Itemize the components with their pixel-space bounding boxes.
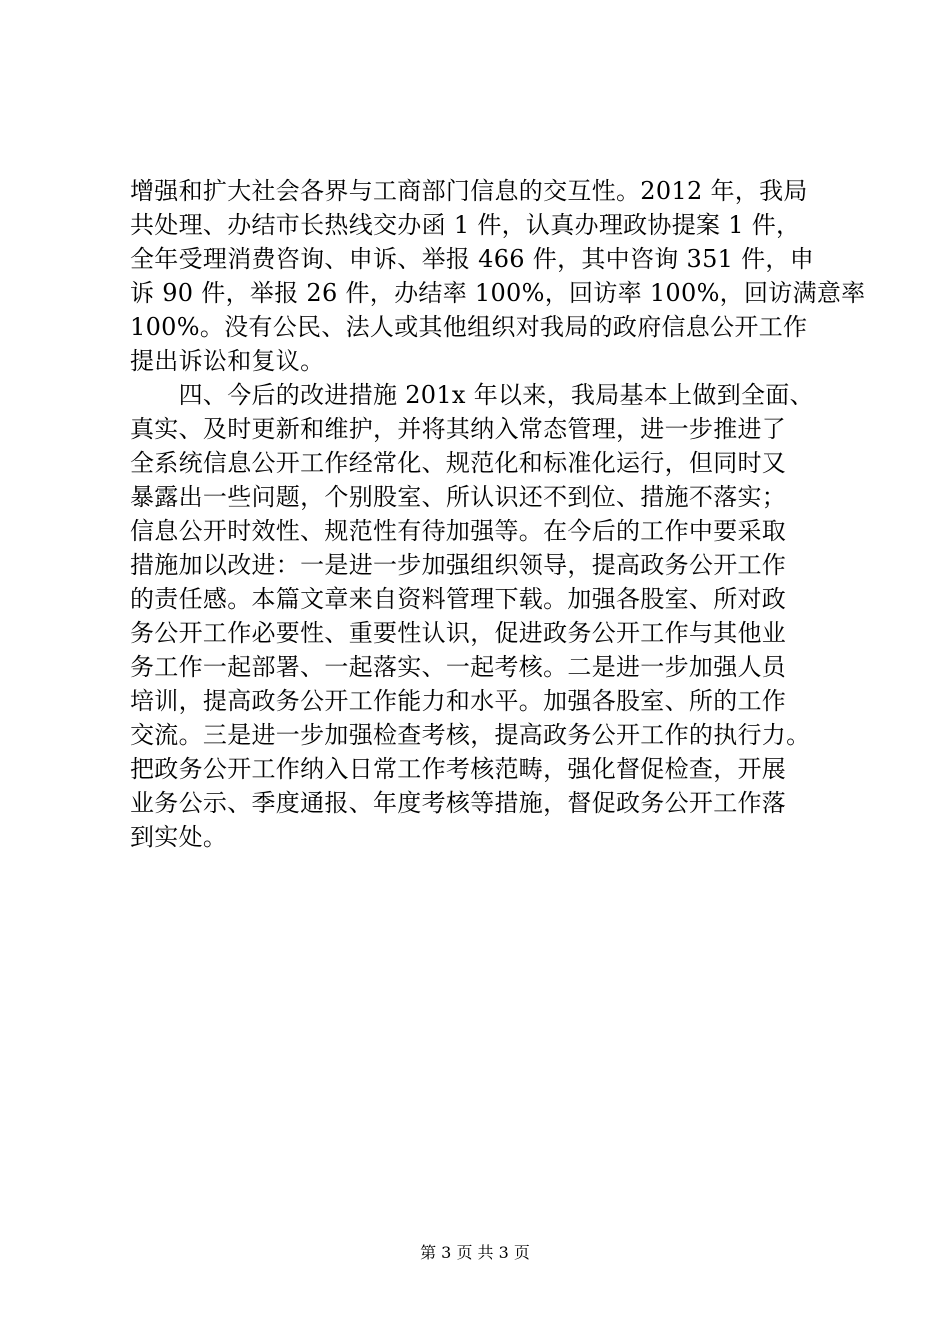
text-line: 诉 90 件，举报 26 件，办结率 100%，回访率 100%，回访满意率	[130, 279, 866, 307]
text-line: 培训，提高政务公开工作能力和水平。加强各股室、所的工作	[130, 687, 787, 715]
text-line: 交流。三是进一步加强检查考核，提高政务公开工作的执行力。	[130, 721, 811, 749]
page-footer	[0, 1242, 950, 1264]
text-line: 提出诉讼和复议。	[130, 347, 325, 375]
text-line: 100%。没有公民、法人或其他组织对我局的政府信息公开工作	[130, 313, 808, 341]
text-line: 全系统信息公开工作经常化、规范化和标准化运行，但同时又	[130, 449, 787, 477]
text-line: 共处理、办结市长热线交办函 1 件，认真办理政协提案 1 件，	[130, 211, 801, 239]
page-number: 第 3 页 共 3 页	[420, 1243, 530, 1262]
text-line: 务公开工作必要性、重要性认识，促进政务公开工作与其他业	[130, 619, 787, 647]
text-line: 务工作一起部署、一起落实、一起考核。二是进一步加强人员	[130, 653, 787, 681]
text-line: 暴露出一些问题，个别股室、所认识还不到位、措施不落实；	[130, 483, 787, 511]
text-line: 业务公示、季度通报、年度考核等措施，督促政务公开工作落	[130, 789, 787, 817]
text-line: 的责任感。本篇文章来自资料管理下载。加强各股室、所对政	[130, 585, 787, 613]
text-line: 真实、及时更新和维护，并将其纳入常态管理，进一步推进了	[130, 415, 787, 443]
text-line: 把政务公开工作纳入日常工作考核范畴，强化督促检查，开展	[130, 755, 787, 783]
document-body	[130, 174, 866, 854]
text-line: 措施加以改进：一是进一步加强组织领导，提高政务公开工作	[130, 551, 787, 579]
text-line: 全年受理消费咨询、申诉、举报 466 件，其中咨询 351 件，申	[130, 245, 815, 273]
text-line: 四、今后的改进措施 201x 年以来，我局基本上做到全面、	[130, 381, 814, 409]
text-line: 增强和扩大社会各界与工商部门信息的交互性。2012 年，我局	[130, 177, 808, 205]
text-line: 信息公开时效性、规范性有待加强等。在今后的工作中要采取	[130, 517, 787, 545]
text-line: 到实处。	[130, 823, 228, 851]
